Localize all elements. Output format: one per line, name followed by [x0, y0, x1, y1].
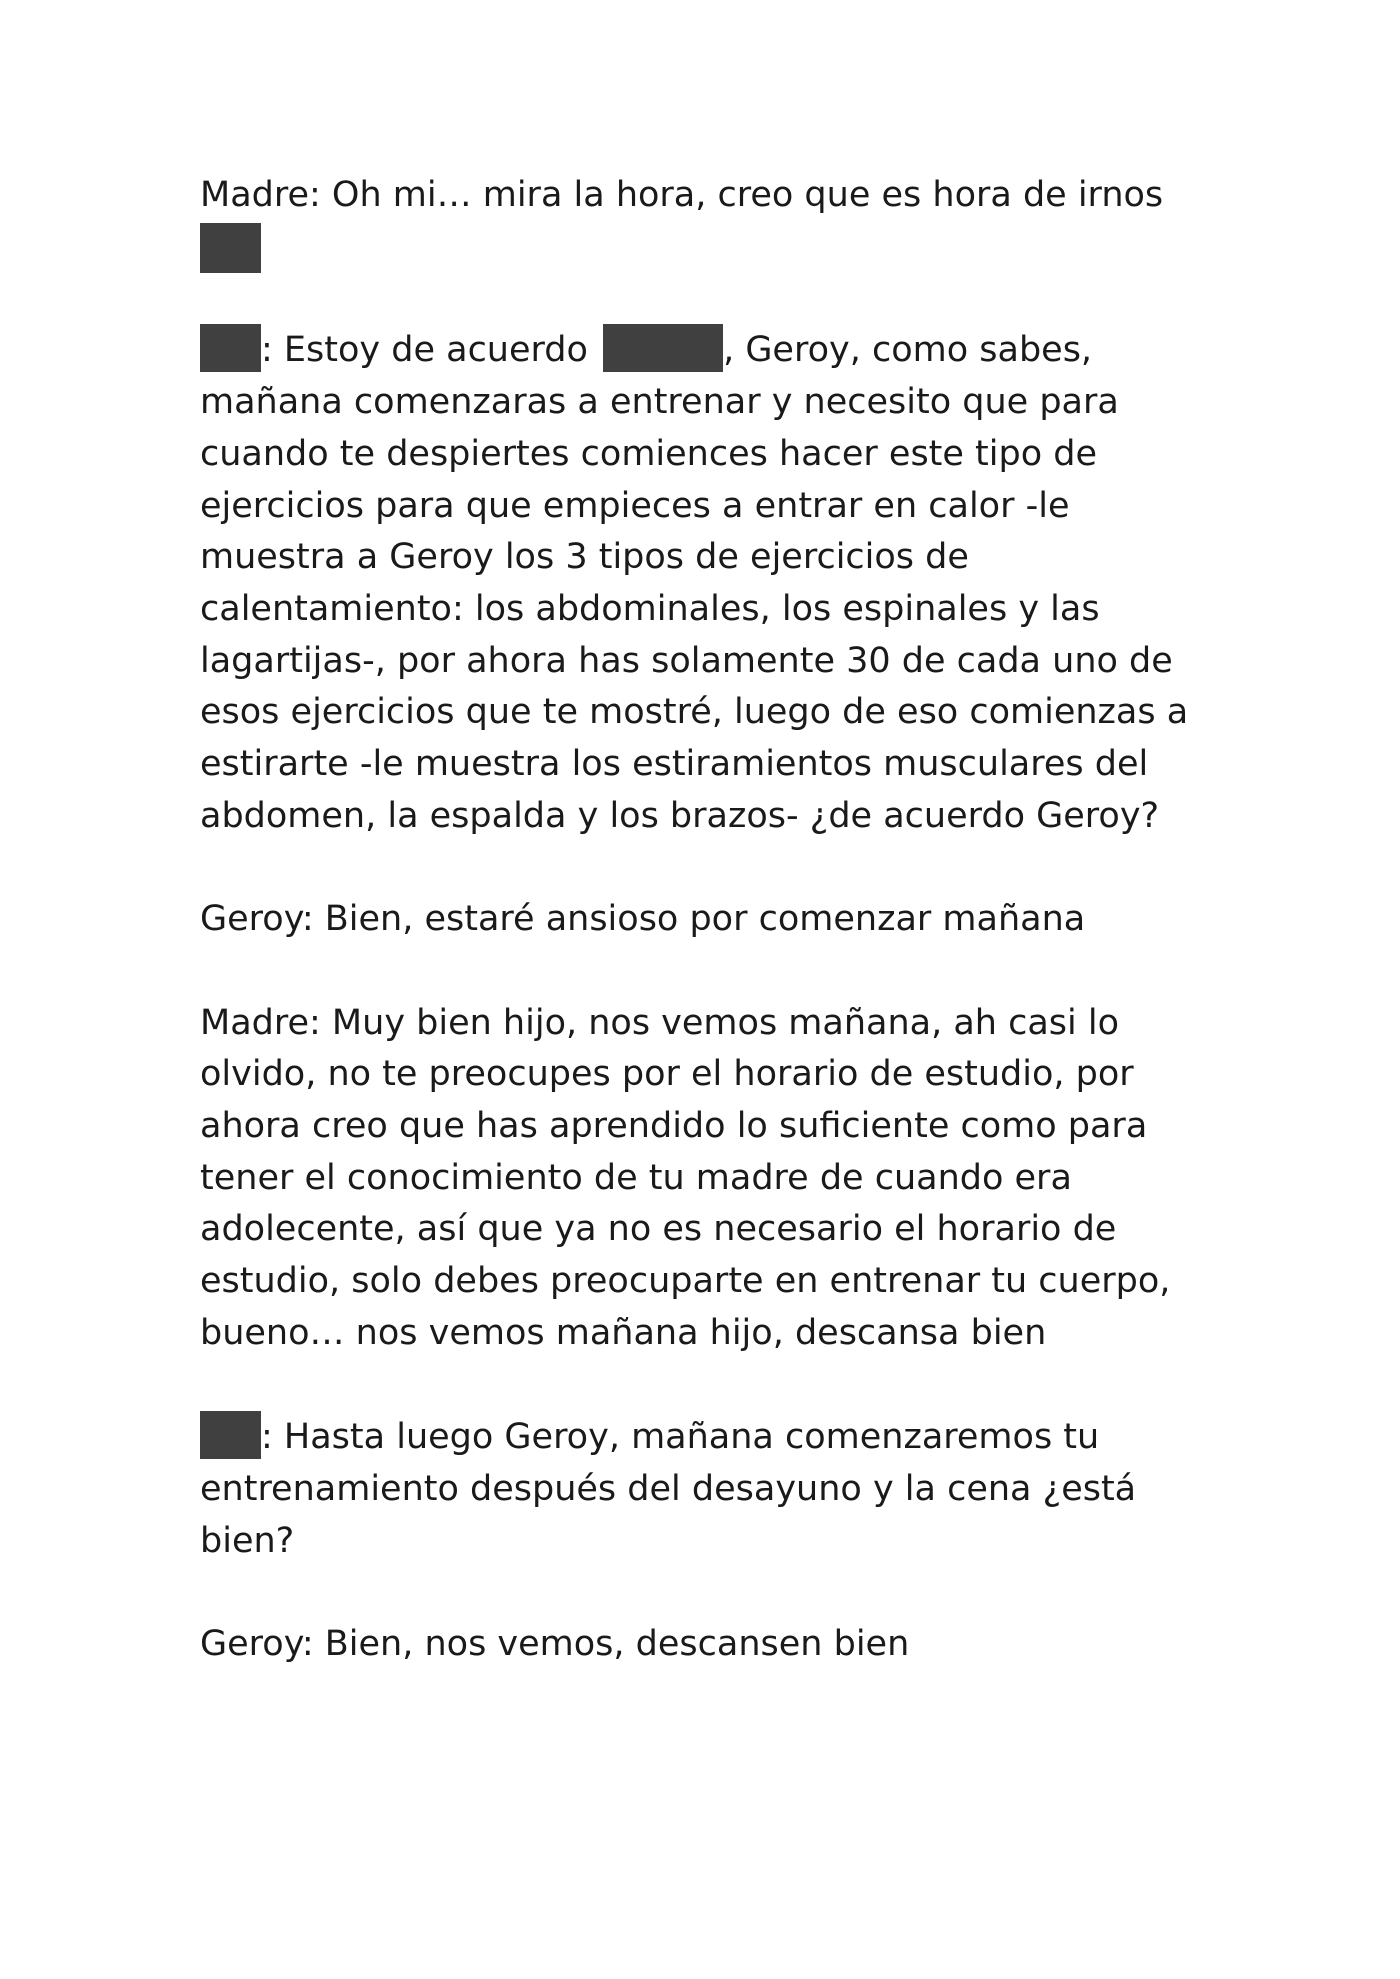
redaction-box [200, 324, 261, 372]
paragraph-text: Madre: Oh mi… mira la hora, creo que es hora de irnos [200, 175, 1164, 215]
paragraph-text: Geroy: Bien, estaré ansioso por comenzar mañana [200, 899, 1086, 940]
paragraph-speaker-farewell [200, 1411, 1210, 1567]
redaction-box [200, 1411, 261, 1459]
paragraph-text: : Estoy de acuerdo [261, 330, 600, 371]
paragraph-text: Geroy: Bien, nos vemos, descansen bien [200, 1623, 910, 1664]
document-body [200, 170, 1210, 1722]
paragraph-text: , Geroy, como sabes, mañana comenzaras a entrenar y necesito que para cuando te despiertes comiences hacer este tipo de ejercicios para que empieces a entrar en calor -le muestra a Geroy los 3 tipos de ejercicios de calentamiento: los abdominales, los espinales y las lagartijas-, por ahora has solamente 30 de cada uno de esos ejercicios que te mostré, luego de eso comienzas a estirarte -le muestra los estiramientos musculares del abdomen, la espalda y los brazos- ¿de acuerdo Geroy? [200, 330, 1189, 836]
redaction-box [603, 324, 723, 372]
paragraph-speaker-instructions [200, 324, 1210, 842]
paragraph-geroy-2 [200, 1619, 1210, 1671]
redaction-box [200, 223, 261, 273]
paragraph-geroy-1 [200, 894, 1210, 946]
paragraph-madre-1 [200, 170, 1210, 273]
paragraph-text: Madre: Muy bien hijo, nos vemos mañana, ah casi lo olvido, no te preocupes por el horario de estudio, por ahora creo que has aprendido lo suficiente como para tener el conocimiento de tu madre de cuando era adolecente, así que ya no es necesario el horario de estudio, solo debes preocuparte en entrenar tu cuerpo, bueno… nos vemos mañana hijo, descansa bien [200, 1002, 1171, 1353]
paragraph-madre-2 [200, 998, 1210, 1360]
paragraph-text: : Hasta luego Geroy, mañana comenzaremos tu entrenamiento después del desayuno y la cena ¿está bien? [200, 1417, 1137, 1561]
